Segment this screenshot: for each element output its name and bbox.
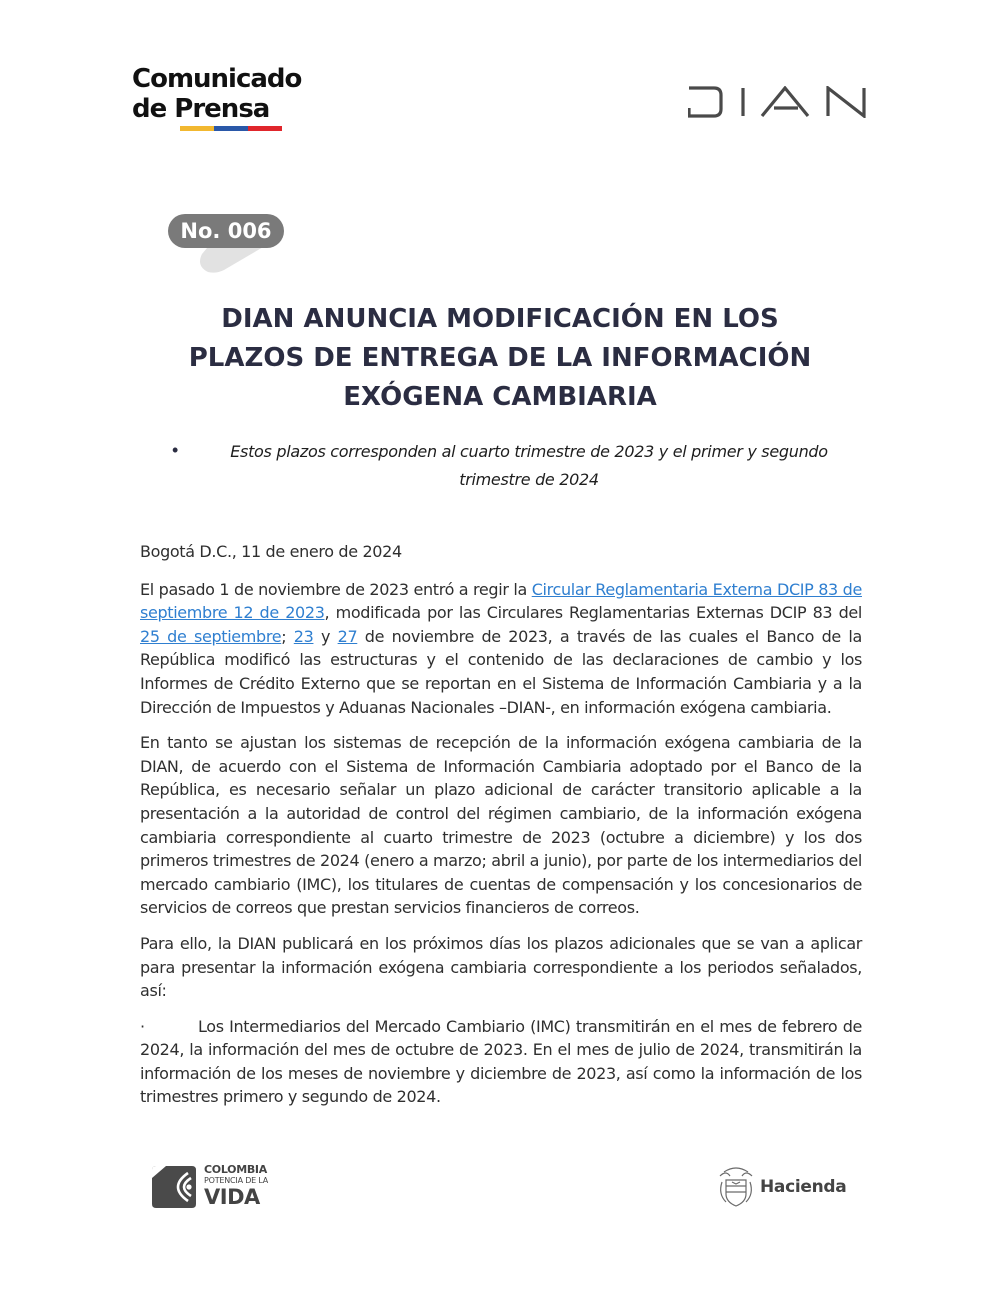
hacienda-text: Hacienda — [760, 1177, 847, 1197]
article-body — [140, 540, 862, 1121]
headline-line: PLAZOS DE ENTREGA DE LA INFORMACIÓN — [188, 343, 812, 373]
release-number: No. 006 — [168, 214, 284, 248]
hacienda-logo — [716, 1166, 856, 1210]
link-23-noviembre[interactable]: 23 — [293, 626, 314, 646]
paragraph-2: En tanto se ajustan los sistemas de recepción de la información exógena cambiaria de la DIAN, de acuerdo con el Sistema de Información Cambiaria adoptado por el Banco de la República, es necesario señalar un plazo adicional de carácter transitorio aplicable a la presentación a la autoridad de control del régimen cambiario, de la información exógena cambiaria correspondiente al cuarto trimestre de 2023 (octubre a diciembre) y los dos primeros trimestres de 2024 (enero a marzo; abril a junio), por parte de los intermediarios del mercado cambiario (IMC), los titulares de cuentas de compensación y los concesionarios de servicios de correos que prestan servicios financieros de correos. — [140, 733, 862, 918]
link-circular-dcip-83[interactable]: Circular Reglamentaria Externa DCIP 83 de septiembre 12 de 2023 — [140, 579, 862, 623]
link-25-septiembre[interactable]: 25 de septiembre — [140, 626, 282, 646]
headline-line: EXÓGENA CAMBIARIA — [343, 382, 657, 412]
paragraph-3: Para ello, la DIAN publicará en los próximos días los plazos adicionales que se van a aplicar para presentar la información exógena cambiaria correspondiente a los periodos señalados, así: — [140, 933, 862, 1001]
coat-of-arms-icon — [716, 1166, 756, 1208]
list-item-imc — [140, 1015, 862, 1109]
p1-text: , modificada por las Circulares Reglamentarias Externas DCIP 83 del — [324, 603, 862, 623]
colombia-logo-line2: POTENCIA DE LA — [204, 1176, 269, 1185]
release-number-badge — [168, 214, 288, 284]
paragraph-1 — [140, 578, 862, 720]
dian-logo — [688, 86, 868, 118]
p1-text: ; — [281, 626, 294, 646]
press-release-brand — [132, 64, 301, 124]
colombia-logo-line1: COLOMBIA — [204, 1163, 267, 1176]
colombia-logo-line3: VIDA — [204, 1185, 260, 1209]
colombia-logo-text — [204, 1164, 268, 1208]
headline — [140, 300, 860, 417]
bullet-icon: · — [140, 1016, 145, 1036]
brand-line-1: Comunicado — [132, 64, 302, 94]
subtitle-text: Estos plazos corresponden al cuarto trimestre de 2023 y el primer y segundo trimestre de 2024 — [230, 442, 828, 489]
colombia-potencia-vida-logo — [152, 1164, 282, 1210]
brand-line-2: de Prensa — [132, 94, 270, 124]
p1-text: y — [313, 626, 338, 646]
flag-blue — [214, 126, 248, 131]
colombia-mark-icon — [152, 1166, 196, 1208]
subtitle — [140, 438, 860, 494]
p1-text: de noviembre de 2023, a través de las cuales el Banco de la República modificó las estructuras y el contenido de las declaraciones de cambio y los Informes de Crédito Externo que se reportan en el Sistema de Información Cambiaria y a la Dirección de Impuestos y Aduanas Nacionales –DIAN-, en información exógena cambiaria. — [140, 626, 862, 717]
flag-red — [248, 126, 282, 131]
dateline: Bogotá D.C., 11 de enero de 2024 — [140, 542, 402, 561]
headline-line: DIAN ANUNCIA MODIFICACIÓN EN LOS — [221, 304, 779, 334]
flag-yellow — [180, 126, 214, 131]
bullet-icon: • — [172, 440, 179, 460]
p1-text: El pasado 1 de noviembre de 2023 entró a regir la — [140, 579, 532, 599]
link-27-noviembre[interactable]: 27 — [337, 626, 358, 646]
colombia-flag-bar — [180, 126, 282, 131]
list-item-text: Los Intermediarios del Mercado Cambiario (IMC) transmitirán en el mes de febrero de 2024, la información del mes de octubre de 2023. En el mes de julio de 2024, transmitirán la información de los meses de noviembre y diciembre de 2023, así como la información de los trimestres primero y segundo de 2024. — [140, 1016, 862, 1107]
